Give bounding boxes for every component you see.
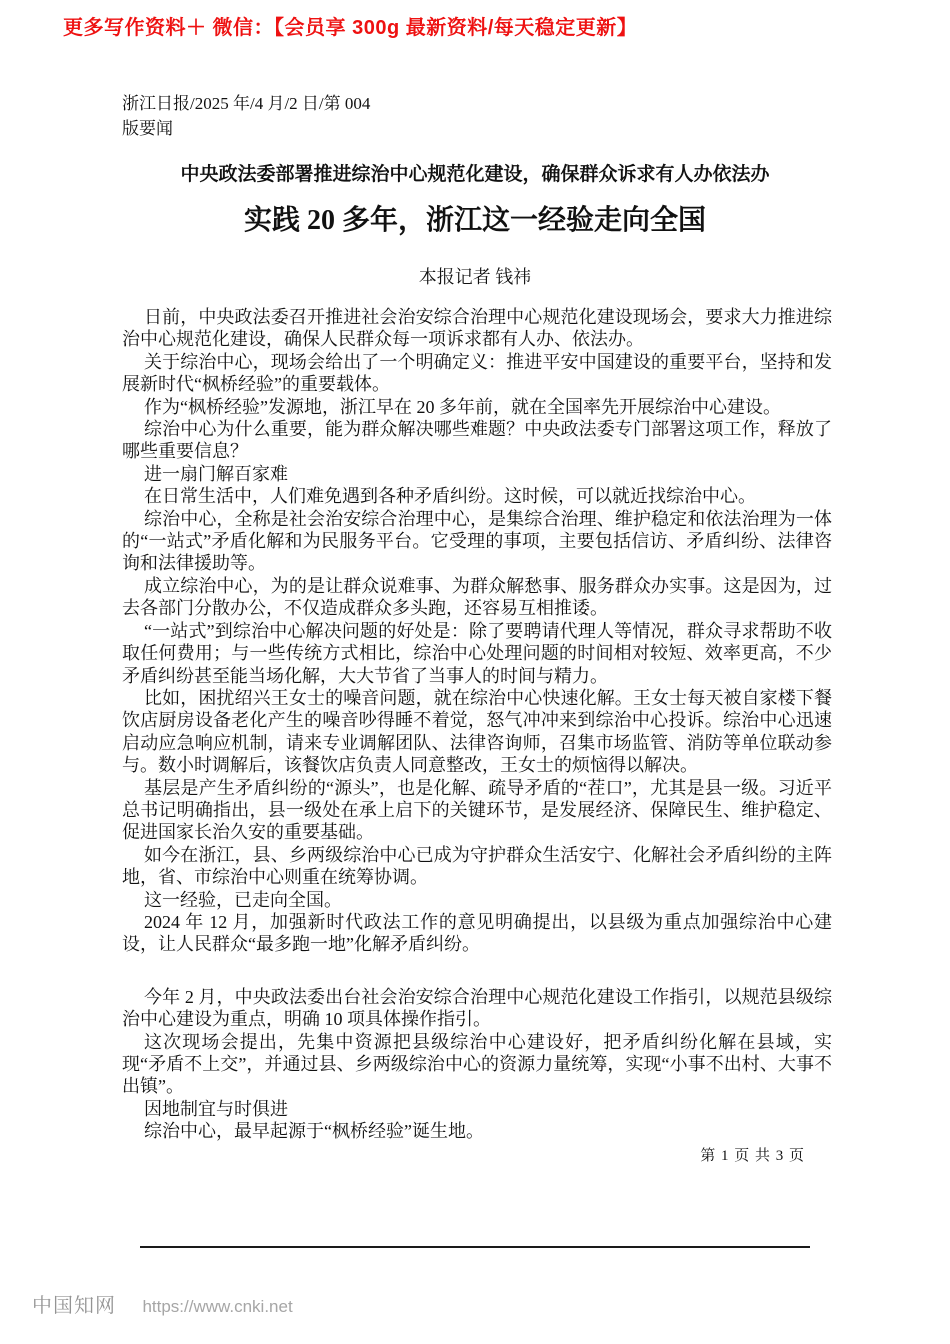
article-paragraph: 作为“枫桥经验”发源地，浙江早在 20 多年前，就在全国率先开展综治中心建设。 [144,396,781,417]
article-paragraph: 成立综治中心，为的是让群众说难事、为群众解愁事、服务群众办实事。这是因为，过去各部门分散办公，不仅造成群众多头跑，还容易互相推诿。 [122,575,832,619]
article-paragraph: 综治中心为什么重要，能为群众解决哪些难题？中央政法委专门部署这项工作，释放了哪些重要信息？ [122,419,832,462]
article-paragraph: 关于综治中心，现场会给出了一个明确定义：推进平安中国建设的重要平台，坚持和发展新时代“枫桥经验”的重要载体。 [122,351,832,395]
source-header [122,91,370,141]
article-byline: 本报记者 钱祎 [418,267,532,287]
article-paragraph: 2024 年 12 月，加强新时代政法工作的意见明确提出，以县级为重点加强综治中心建设，让人民群众“最多跑一地”化解矛盾纠纷。 [122,911,832,955]
article-paragraph: 综治中心，全称是社会治安综合治理中心，是集综合治理、维护稳定和依法治理为一体的“一站式”矛盾化解和为民服务平台。它受理的事项，主要包括信访、矛盾纠纷、法律咨询和法律援助等。 [122,508,832,574]
article-paragraph: 这次现场会提出，先集中资源把县级综治中心建设好，把矛盾纠纷化解在县域，实现“矛盾不上交”，并通过县、乡两级综治中心的资源力量统筹，实现“小事不出村、大事不出镇”。 [122,1031,832,1097]
article-paragraph: 比如，困扰绍兴王女士的噪音问题，就在综治中心快速化解。王女士每天被自家楼下餐饮店厨房设备老化产生的噪音吵得睡不着觉，怒气冲冲来到综治中心投诉。综治中心迅速启动应急响应机制，请来专业调解团队、法律咨询师，召集市场监管、消防等单位联动参与。数小时调解后，该餐饮店负责人同意整改，王女士的烦恼得以解决。 [122,687,832,776]
article-paragraph: 进一扇门解百家难 [144,463,288,484]
article-paragraph: 因地制宜与时俱进 [144,1098,288,1119]
article-paragraph: 今年 2 月，中央政法委出台社会治安综合治理中心规范化建设工作指引，以规范县级综治中心建设为重点，明确 10 项具体操作指引。 [122,986,832,1030]
cnki-url[interactable]: https://www.cnki.net [142,1297,293,1316]
source-line-2: 版要闻 [122,119,173,138]
article-title: 实践 20 多年，浙江这一经验走向全国 [243,205,706,236]
article-paragraph: 综治中心，最早起源于“枫桥经验”诞生地。 [144,1121,484,1142]
article-paragraph: 在日常生活中，人们难免遇到各种矛盾纠纷。这时候，可以就近找综治中心。 [144,486,756,507]
page-number: 第 1 页 共 3 页 [700,1148,805,1164]
cnki-watermark [32,1289,293,1318]
article-kicker: 中央政法委部署推进综治中心规范化建设，确保群众诉求有人办依法办 [180,164,770,185]
article-paragraph: 日前，中央政法委召开推进社会治安综合治理中心规范化建设现场会，要求大力推进综治中心规范化建设，确保人民群众每一项诉求都有人办、依法办。 [122,307,832,350]
article-paragraph: 如今在浙江，县、乡两级综治中心已成为守护群众生活安宁、化解社会矛盾纠纷的主阵地，省、市综治中心则重在统筹协调。 [122,844,832,888]
cnki-logo: 中国知网 [32,1295,116,1317]
article-paragraph: 基层是产生矛盾纠纷的“源头”，也是化解、疏导矛盾的“茬口”，尤其是县一级。习近平总书记明确指出，县一级处在承上启下的关键环节，是发展经济、保障民生、维护稳定、促进国家长治久安的重要基础。 [122,777,832,843]
source-line-1: 浙江日报/2025 年/4 月/2 日/第 004 [122,94,371,113]
article-body [122,306,832,1143]
footer-divider [140,1246,810,1248]
article-paragraph: “一站式”到综治中心解决问题的好处是：除了要聘请代理人等情况，群众寻求帮助不收取任何费用；与一些传统方式相比，综治中心处理问题的时间相对较短、效率更高，不少矛盾纠纷甚至能当场化解，大大节省了当事人的时间与精力。 [122,620,832,686]
promo-banner-text: 更多写作资料＋ 微信：【会员享 300g 最新资料/每天稳定更新】 [63,17,638,39]
article-paragraph: 这一经验，已走向全国。 [144,889,342,910]
